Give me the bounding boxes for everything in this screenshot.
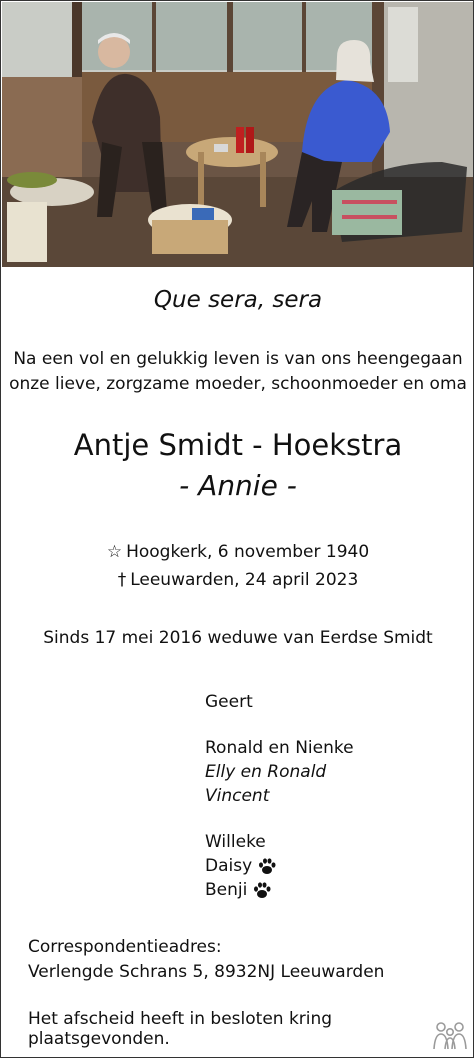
- death-text: Leeuwarden, 24 april 2023: [130, 570, 359, 590]
- pet-name: Daisy: [205, 856, 253, 876]
- pet-row: [205, 854, 354, 878]
- farewell-note: Het afscheid heeft in besloten kring plaatsgevonden.: [28, 1009, 333, 1049]
- family-member: Ronald en Nienke: [205, 738, 354, 758]
- grandchild-name: Elly en Ronald: [205, 762, 327, 782]
- motto: Que sera, sera: [153, 287, 323, 313]
- pet-row: [205, 878, 354, 902]
- paw-icon: [257, 856, 277, 876]
- birth-text: Hoogkerk, 6 november 1940: [126, 542, 370, 562]
- pet-name: Benji: [205, 880, 248, 900]
- paw-icon: [252, 880, 272, 900]
- family-list: [205, 690, 354, 902]
- family-member: Geert: [205, 692, 253, 712]
- widow-line: Sinds 17 mei 2016 weduwe van Eerdse Smidt: [43, 628, 433, 648]
- life-dates: [1, 538, 474, 594]
- correspondence-address: [28, 935, 384, 985]
- intro-line-2: onze lieve, zorgzame moeder, schoonmoeder en oma: [9, 374, 467, 394]
- death-line: [1, 566, 474, 594]
- cross-icon: †: [117, 570, 127, 590]
- intro-text: [1, 347, 474, 397]
- star-icon: ☆: [106, 542, 123, 562]
- deceased-name: Antje Smidt - Hoekstra: [73, 428, 403, 462]
- grandchild-name: Vincent: [205, 786, 270, 806]
- correspondence-label: Correspondentieadres:: [28, 937, 222, 957]
- birth-line: [1, 538, 474, 566]
- memorial-photo: [2, 2, 473, 267]
- family-member: Willeke: [205, 832, 266, 852]
- family-logo-icon: [431, 1020, 469, 1050]
- deceased-nickname: - Annie -: [179, 469, 297, 502]
- intro-line-1: Na een vol en gelukkig leven is van ons heengegaan: [13, 349, 463, 369]
- correspondence-text: Verlengde Schrans 5, 8932NJ Leeuwarden: [28, 962, 385, 982]
